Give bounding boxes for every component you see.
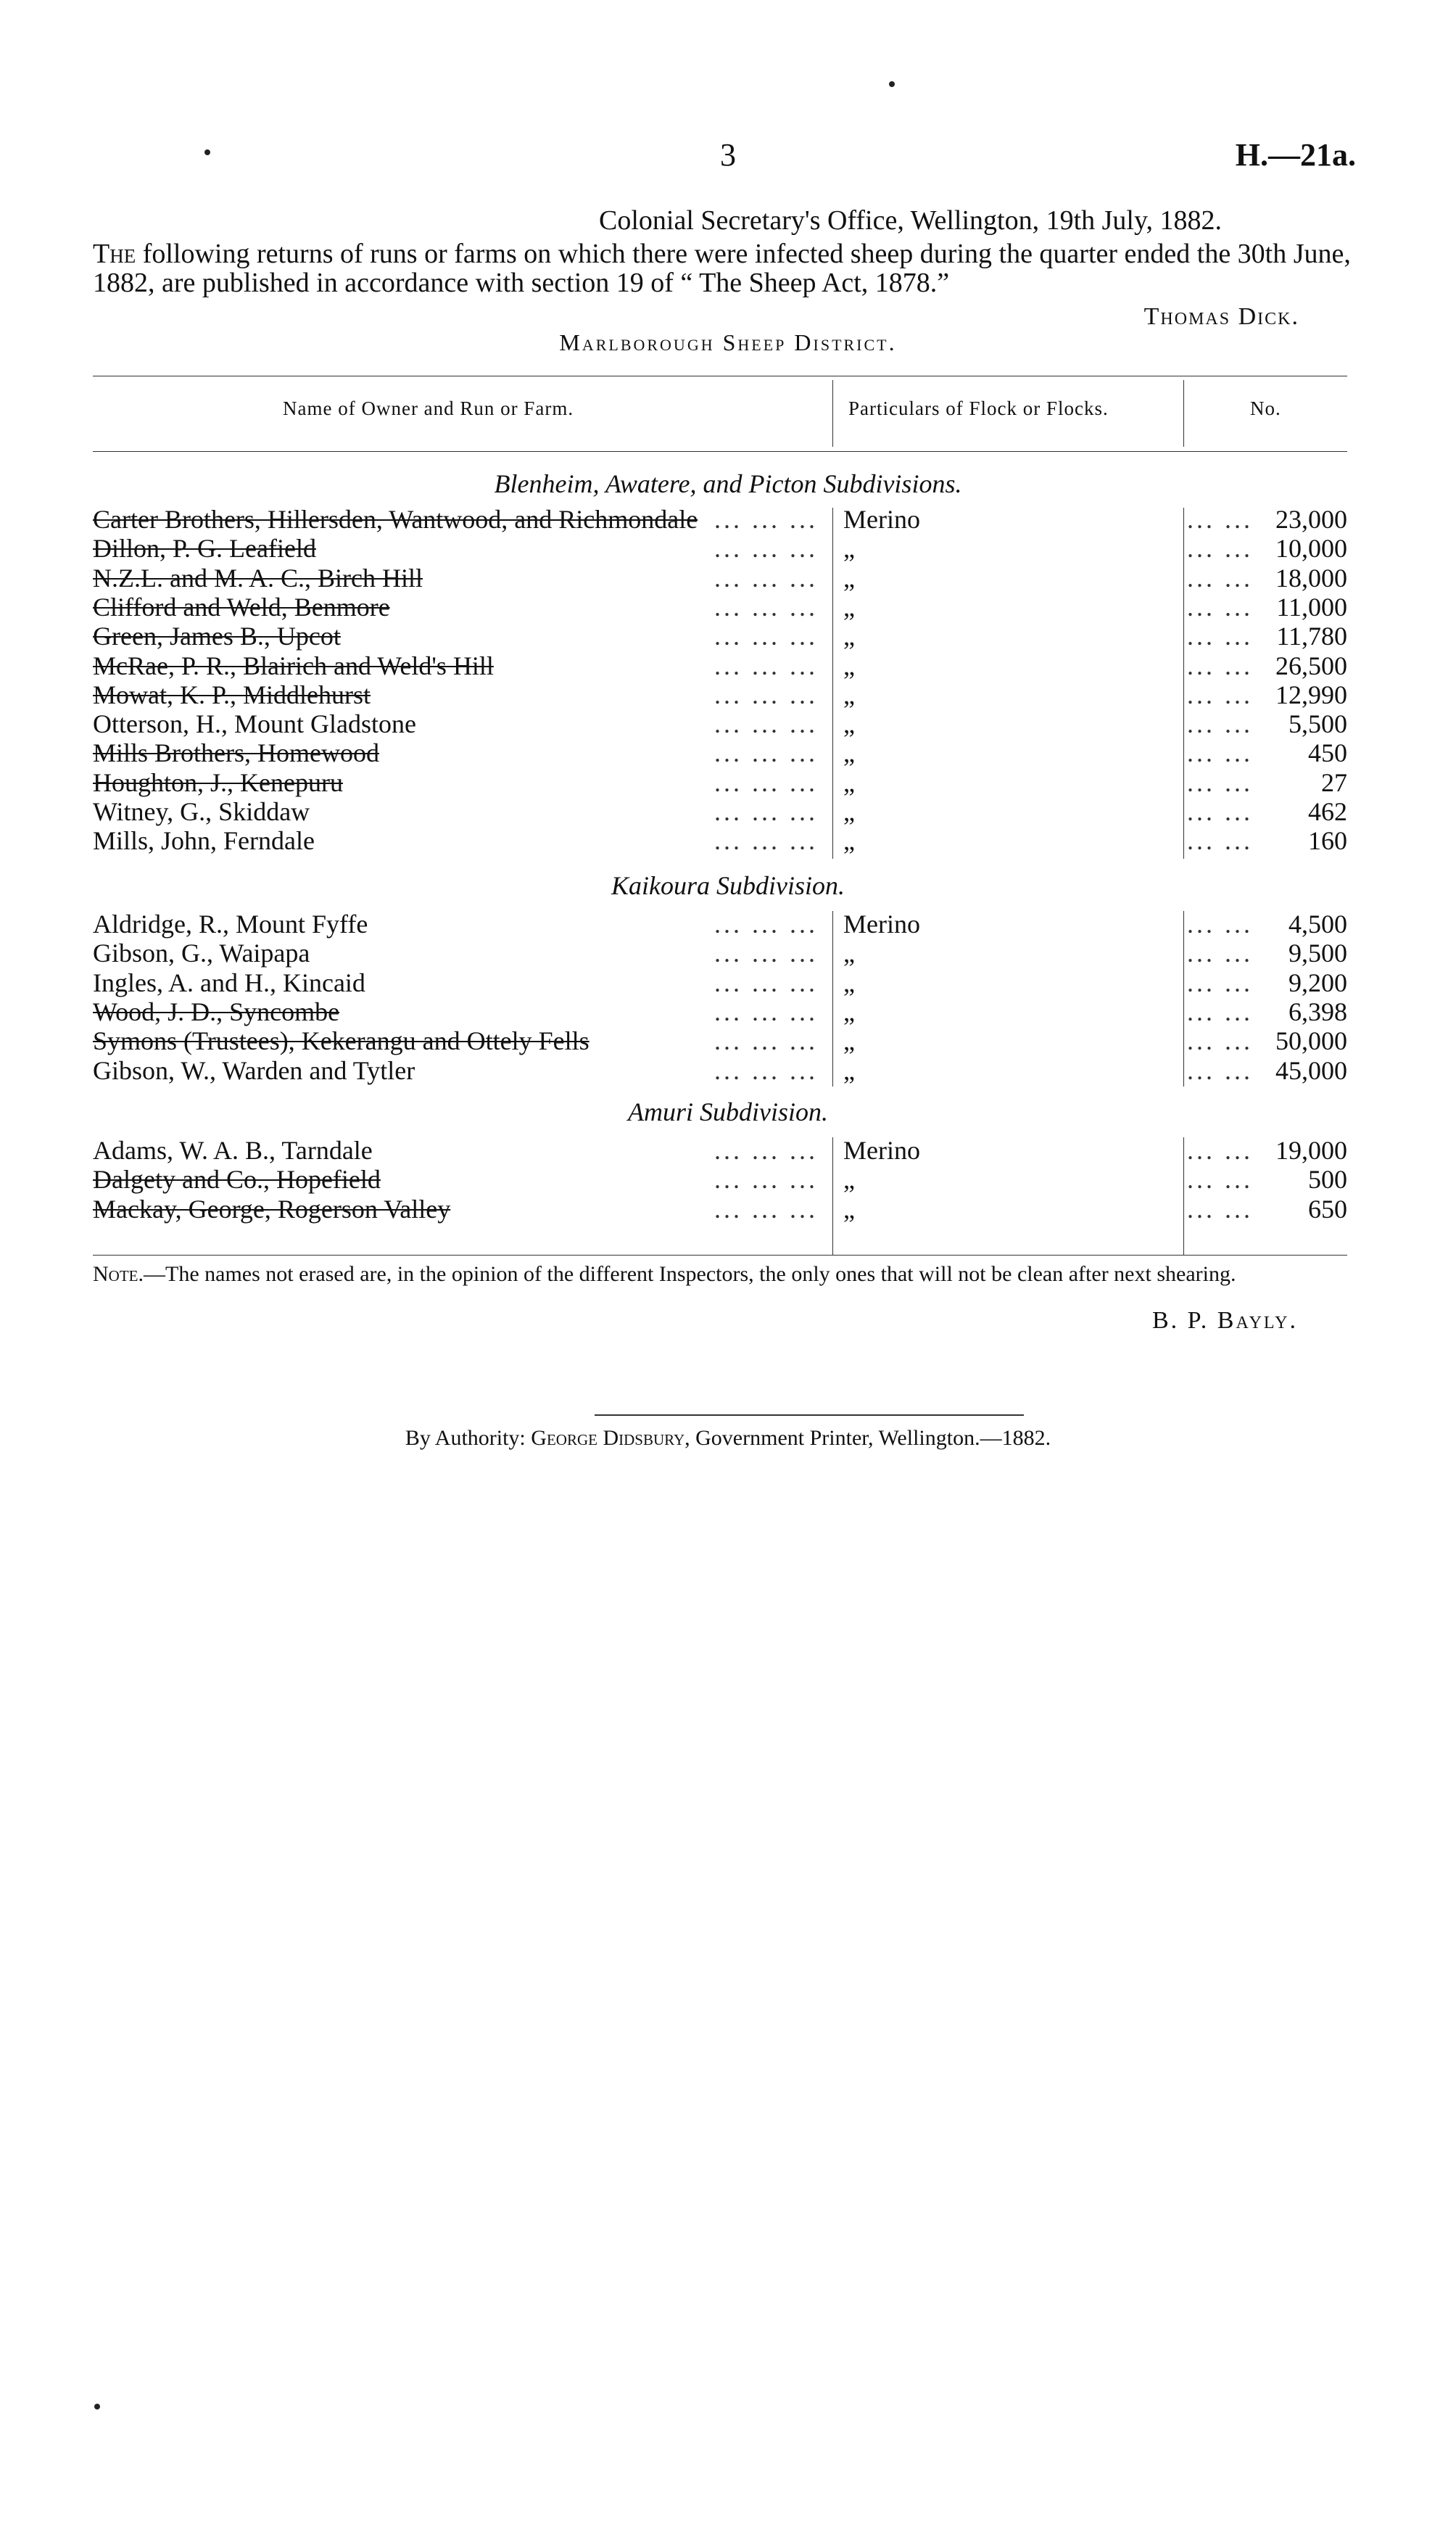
signatory-bayly: B. P. Bayly. (1151, 1307, 1298, 1334)
flock-particulars: „ (843, 1056, 855, 1085)
flock-particulars: Merino (843, 505, 920, 534)
sheep-count: 462 (1308, 797, 1347, 826)
table-row (93, 622, 1347, 651)
owner-name: Aldridge, R., Mount Fyffe (93, 910, 372, 939)
leader-dots: ... ... (1187, 534, 1253, 563)
imprint-suffix: Government Printer, Wellington.—1882. (695, 1426, 1051, 1450)
table-row (93, 1195, 1347, 1224)
signatory-thomas-dick: Thomas Dick. (1143, 303, 1299, 330)
leader-dots: ... ... ... (714, 939, 818, 968)
leader-dots: ... ... (1187, 680, 1253, 709)
owner-name-erased: Symons (Trustees), Kekerangu and Ottely Fells (93, 1026, 594, 1055)
leader-dots: ... ... ... (714, 651, 818, 680)
sheep-count: 450 (1308, 738, 1347, 767)
owner-name-erased: Houghton, J., Kenepuru (93, 768, 347, 797)
sheep-count: 9,200 (1289, 968, 1347, 997)
leader-dots: ... ... ... (714, 709, 818, 738)
table-row (93, 997, 1347, 1026)
leader-dots: ... ... (1187, 997, 1253, 1026)
table-row (93, 564, 1347, 593)
owner-name: Mills, John, Ferndale (93, 826, 319, 855)
table-row (93, 910, 1347, 939)
sheep-count: 50,000 (1275, 1026, 1347, 1055)
leader-dots: ... ... (1187, 826, 1253, 855)
table-row (93, 680, 1347, 709)
speck-mark (889, 81, 895, 87)
leader-dots: ... ... ... (714, 534, 818, 563)
leader-dots: ... ... ... (714, 997, 818, 1026)
sheep-count: 4,500 (1289, 910, 1347, 939)
owner-name-erased: Mowat, K. P., Middlehurst (93, 680, 375, 709)
leader-dots: ... ... (1187, 622, 1253, 651)
flock-particulars: „ (843, 1026, 855, 1055)
flock-particulars: „ (843, 564, 855, 593)
sheep-count: 6,398 (1289, 997, 1347, 1026)
table-row (93, 738, 1347, 767)
subdivision-title: Amuri Subdivision. (628, 1097, 828, 1126)
sheep-count: 9,500 (1289, 939, 1347, 968)
sheep-count: 11,000 (1276, 593, 1347, 622)
sheep-count: 650 (1308, 1195, 1347, 1224)
leader-dots: ... ... (1187, 593, 1253, 622)
sheep-count: 160 (1308, 826, 1347, 855)
leader-dots: ... ... (1187, 939, 1253, 968)
note-text: —The names not erased are, in the opinion of the different Inspectors, the only ones that will not be clean after next shearing. (144, 1262, 1236, 1286)
printer-imprint (0, 1426, 1456, 1451)
subdivision-title: Blenheim, Awatere, and Picton Subdivisions. (494, 469, 962, 498)
table-header-rule (93, 451, 1347, 452)
imprint-rule (595, 1414, 1024, 1416)
page-number: 3 (720, 137, 736, 173)
owner-name: Ingles, A. and H., Kincaid (93, 968, 370, 997)
leader-dots: ... ... ... (714, 1056, 818, 1085)
leader-dots: ... ... (1187, 1195, 1253, 1224)
sheep-count: 23,000 (1275, 505, 1347, 534)
owner-name-erased: Green, James B., Upcot (93, 622, 345, 651)
owner-name: Witney, G., Skiddaw (93, 797, 314, 826)
table-row (93, 826, 1347, 855)
leader-dots: ... ... ... (714, 680, 818, 709)
imprint-printer: George Didsbury, (531, 1426, 690, 1450)
table-row (93, 768, 1347, 797)
flock-particulars: Merino (843, 1136, 920, 1165)
leader-dots: ... ... (1187, 505, 1253, 534)
leader-dots: ... ... ... (714, 797, 818, 826)
leader-dots: ... ... (1187, 738, 1253, 767)
leader-dots: ... ... ... (714, 622, 818, 651)
flock-particulars: „ (843, 997, 855, 1026)
flock-particulars: „ (843, 651, 855, 680)
leader-dots: ... ... ... (714, 505, 818, 534)
leader-dots: ... ... (1187, 1136, 1253, 1165)
flock-particulars: „ (843, 968, 855, 997)
leader-dots: ... ... ... (714, 826, 818, 855)
leader-dots: ... ... ... (714, 738, 818, 767)
leader-dots: ... ... (1187, 1056, 1253, 1085)
table-row (93, 593, 1347, 622)
district-title: Marlborough Sheep District. (559, 329, 897, 355)
owner-name-erased: McRae, P. R., Blairich and Weld's Hill (93, 651, 498, 680)
table-row (93, 939, 1347, 968)
flock-particulars: „ (843, 709, 855, 738)
sheep-count: 10,000 (1275, 534, 1347, 563)
flock-particulars: „ (843, 826, 855, 855)
flock-particulars: „ (843, 1195, 855, 1224)
owner-name-erased: N.Z.L. and M. A. C., Birch Hill (93, 564, 427, 593)
table-row (93, 1136, 1347, 1165)
leader-dots: ... ... (1187, 910, 1253, 939)
table-row (93, 534, 1347, 563)
table-bottom-rule (93, 1255, 1347, 1256)
owner-name: Gibson, G., Waipapa (93, 939, 314, 968)
header-divider-1 (832, 380, 833, 447)
sheep-count: 19,000 (1275, 1136, 1347, 1165)
leader-dots: ... ... ... (714, 1165, 818, 1194)
sheep-count: 12,990 (1275, 680, 1347, 709)
leader-dots: ... ... (1187, 564, 1253, 593)
intro-paragraph (93, 239, 1354, 297)
leader-dots: ... ... ... (714, 910, 818, 939)
document-reference: H.—21a. (1235, 137, 1356, 173)
note-paragraph (93, 1262, 1354, 1287)
column-header-name: Name of Owner and Run or Farm. (283, 397, 574, 419)
owner-name-erased: Mackay, George, Rogerson Valley (93, 1195, 455, 1224)
leader-dots: ... ... (1187, 768, 1253, 797)
leader-dots: ... ... ... (714, 768, 818, 797)
flock-particulars: „ (843, 593, 855, 622)
flock-particulars: „ (843, 680, 855, 709)
sheep-count: 45,000 (1275, 1056, 1347, 1085)
flock-particulars: Merino (843, 910, 920, 939)
subdivision-title: Kaikoura Subdivision. (611, 871, 845, 900)
imprint-prefix: By Authority: (405, 1426, 526, 1450)
office-dateline: Colonial Secretary's Office, Wellington, 19th July, 1882. (599, 205, 1223, 236)
sheep-count: 5,500 (1289, 709, 1347, 738)
flock-particulars: „ (843, 1165, 855, 1194)
owner-name: Otterson, H., Mount Gladstone (93, 709, 421, 738)
flock-particulars: „ (843, 939, 855, 968)
leader-dots: ... ... (1187, 709, 1253, 738)
owner-name-erased: Dillon, P. G. Leafield (93, 534, 320, 563)
leader-dots: ... ... (1187, 1165, 1253, 1194)
owner-name-erased: Dalgety and Co., Hopefield (93, 1165, 385, 1194)
leader-dots: ... ... (1187, 797, 1253, 826)
note-label: Note. (93, 1262, 144, 1286)
owner-name-erased: Clifford and Weld, Benmore (93, 593, 394, 622)
table-row (93, 709, 1347, 738)
table-row (93, 797, 1347, 826)
owner-name-erased: Carter Brothers, Hillersden, Wantwood, and Richmondale (93, 505, 702, 534)
leader-dots: ... ... ... (714, 968, 818, 997)
table-row (93, 505, 1347, 534)
sheep-count: 27 (1321, 768, 1347, 797)
leader-dots: ... ... ... (714, 1026, 818, 1055)
sheep-count: 11,780 (1276, 622, 1347, 651)
leader-dots: ... ... (1187, 1026, 1253, 1055)
flock-particulars: „ (843, 768, 855, 797)
column-header-no: No. (1250, 397, 1281, 419)
table-row (93, 651, 1347, 680)
speck-mark (94, 2404, 100, 2409)
owner-name: Adams, W. A. B., Tarndale (93, 1136, 377, 1165)
table-row (93, 1026, 1347, 1055)
leader-dots: ... ... ... (714, 1136, 818, 1165)
sheep-count: 500 (1308, 1165, 1347, 1194)
owner-name-erased: Mills Brothers, Homewood (93, 738, 384, 767)
owner-name: Gibson, W., Warden and Tytler (93, 1056, 419, 1085)
leader-dots: ... ... ... (714, 1195, 818, 1224)
sheep-count: 18,000 (1275, 564, 1347, 593)
intro-body: following returns of runs or farms on which there were infected sheep during the quarter ended the 30th June, 1882, are published in accordance with section 19 of “ The Sheep Act, 1878.” (93, 239, 1351, 298)
flock-particulars: „ (843, 797, 855, 826)
owner-name-erased: Wood, J. D., Syncombe (93, 997, 344, 1026)
leader-dots: ... ... ... (714, 564, 818, 593)
leader-dots: ... ... ... (714, 593, 818, 622)
intro-lead-word: The (93, 239, 136, 269)
leader-dots: ... ... (1187, 651, 1253, 680)
table-row (93, 1056, 1347, 1085)
sheep-count: 26,500 (1275, 651, 1347, 680)
flock-particulars: „ (843, 622, 855, 651)
table-row (93, 1165, 1347, 1194)
header-divider-2 (1183, 380, 1184, 447)
flock-particulars: „ (843, 738, 855, 767)
flock-particulars: „ (843, 534, 855, 563)
column-header-particulars: Particulars of Flock or Flocks. (848, 397, 1109, 419)
table-row (93, 968, 1347, 997)
leader-dots: ... ... (1187, 968, 1253, 997)
